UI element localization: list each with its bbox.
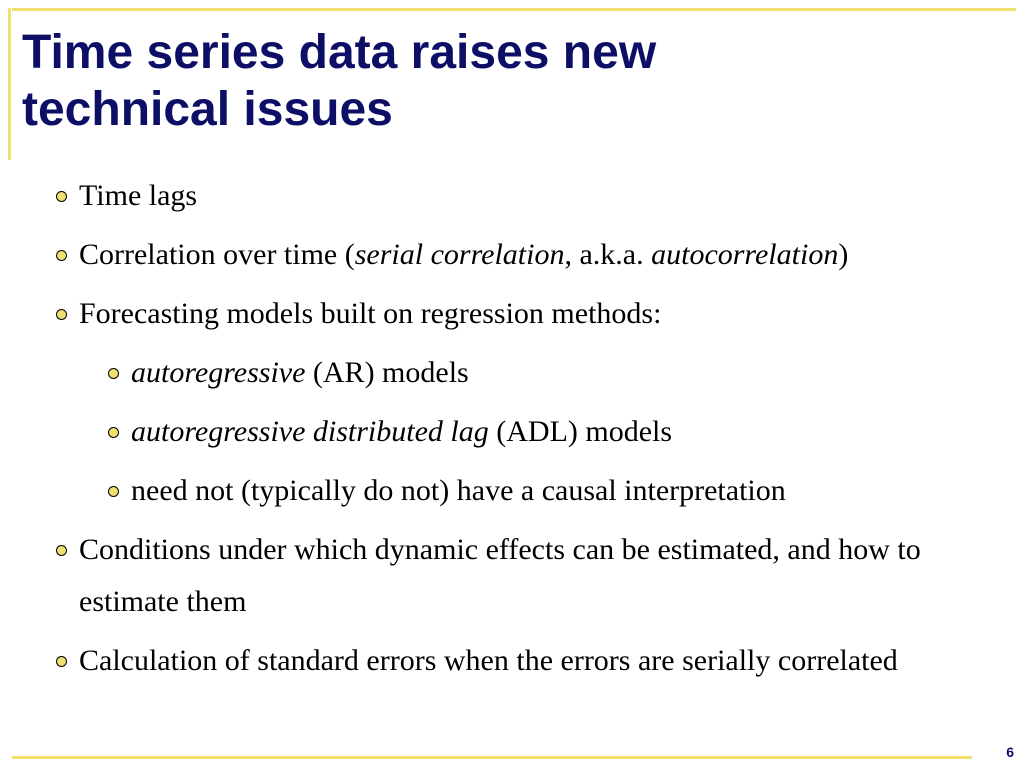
bullet-text xyxy=(102,465,970,517)
italic-term: autocorrelation xyxy=(651,238,839,271)
bullet-item xyxy=(50,524,970,628)
bullet-text xyxy=(50,170,970,222)
bullet-text xyxy=(50,524,970,628)
bullet-item xyxy=(50,288,970,340)
bullet-dot-icon xyxy=(56,545,67,556)
bullet-text xyxy=(102,406,970,458)
bullet-dot-icon xyxy=(56,250,67,261)
slide-title: Time series data raises new technical issues xyxy=(22,26,657,136)
text-run: Correlation over time ( xyxy=(79,238,355,271)
italic-term: autoregressive xyxy=(131,356,306,389)
bullet-dot-icon xyxy=(108,368,119,379)
bullet-item xyxy=(50,229,970,281)
bullet-item xyxy=(50,170,970,222)
text-run: (AR) models xyxy=(305,356,469,389)
bullet-text xyxy=(50,635,970,687)
bullet-dot-icon xyxy=(108,486,119,497)
bullet-list xyxy=(50,170,970,694)
bottom-rule xyxy=(12,756,972,759)
sub-bullet-item xyxy=(102,406,970,458)
top-rule xyxy=(12,8,1016,11)
sub-bullet-item xyxy=(102,465,970,517)
bullet-dot-icon xyxy=(108,427,119,438)
bullet-dot-icon xyxy=(56,656,67,667)
left-rule xyxy=(8,8,11,160)
page-number: 6 xyxy=(1006,744,1014,760)
italic-term: serial correlation xyxy=(354,238,565,271)
italic-term: autoregressive distributed lag xyxy=(131,415,489,448)
text-run: , a.k.a. xyxy=(564,238,652,271)
bullet-item xyxy=(50,635,970,687)
text-run: Forecasting models built on regression methods: xyxy=(79,297,662,330)
text-run: Time lags xyxy=(79,179,198,212)
bullet-dot-icon xyxy=(56,309,67,320)
sub-bullet-item xyxy=(102,347,970,399)
text-run: Calculation of standard errors when the errors are serially correlated xyxy=(79,644,898,677)
text-run: Conditions under which dynamic effects can be estimated, and how to estimate them xyxy=(79,533,921,618)
text-run: need not (typically do not) have a causal interpretation xyxy=(131,474,786,507)
text-run: (ADL) models xyxy=(488,415,673,448)
bullet-dot-icon xyxy=(56,191,67,202)
bullet-text xyxy=(102,347,970,399)
bullet-text xyxy=(50,288,970,340)
bullet-text xyxy=(50,229,970,281)
text-run: ) xyxy=(838,238,849,271)
